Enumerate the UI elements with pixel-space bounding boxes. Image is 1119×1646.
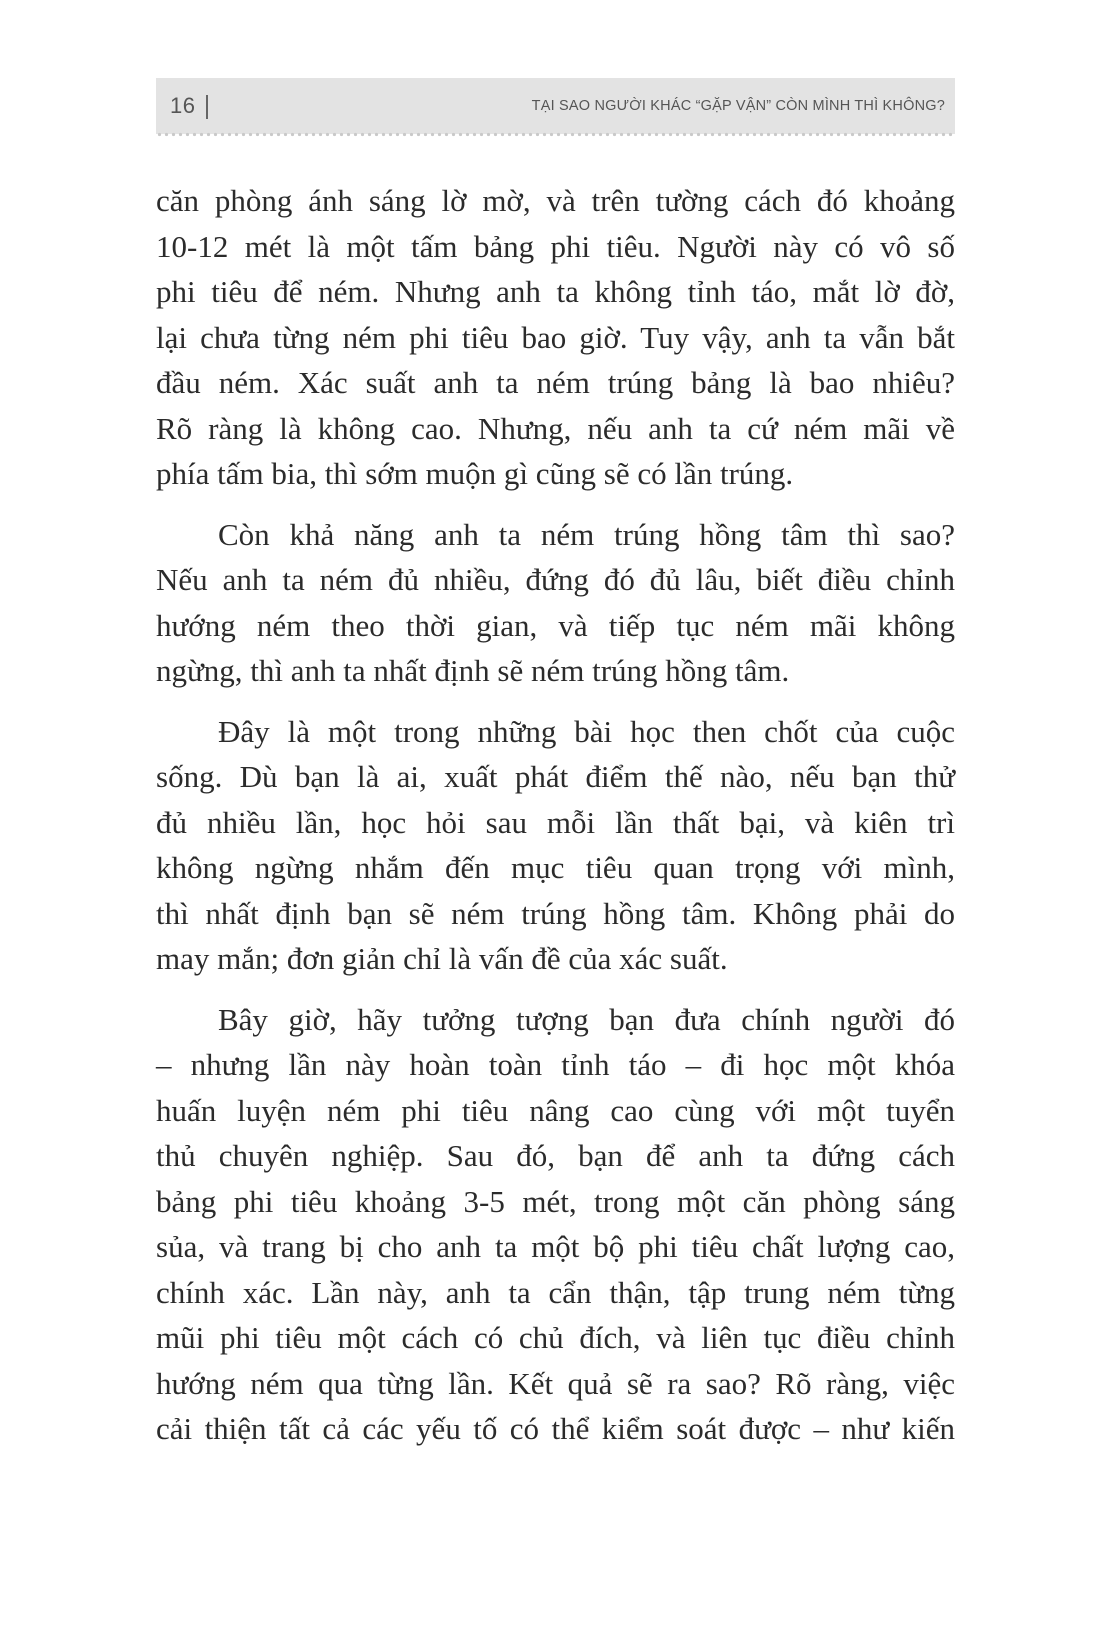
running-title: TẠI SAO NGƯỜI KHÁC “GẶP VẬN” CÒN MÌNH THÌ KHÔNG? bbox=[531, 98, 945, 114]
text-line: chính xác. Lần này, anh ta cẩn thận, tập trung ném từng bbox=[156, 1274, 955, 1310]
paragraph-3 bbox=[156, 709, 955, 982]
text-line: Rõ ràng là không cao. Nhưng, nếu anh ta cứ ném mãi về bbox=[156, 410, 955, 446]
text-line: lại chưa từng ném phi tiêu bao giờ. Tuy vậy, anh ta vẫn bắt bbox=[156, 319, 955, 355]
text-line: bảng phi tiêu khoảng 3-5 mét, trong một căn phòng sáng bbox=[156, 1183, 955, 1219]
text-line: mũi phi tiêu một cách có chủ đích, và liên tục điều chỉnh bbox=[156, 1320, 955, 1355]
paragraph-1 bbox=[156, 178, 955, 497]
text-line: ngừng, thì anh ta nhất định sẽ ném trúng hồng tâm. bbox=[156, 653, 790, 688]
text-line: không ngừng nhắm đến mục tiêu quan trọng với mình, bbox=[156, 850, 955, 885]
text-line: Đây là một trong những bài học then chốt của cuộc bbox=[218, 713, 955, 749]
text-line: đầu ném. Xác suất anh ta ném trúng bảng là bao nhiêu? bbox=[156, 365, 955, 400]
page-number: 16 bbox=[170, 93, 196, 118]
text-line: phía tấm bia, thì sớm muộn gì cũng sẽ có lần trúng. bbox=[156, 456, 794, 491]
text-line: sủa, và trang bị cho anh ta một bộ phi tiêu chất lượng cao, bbox=[156, 1229, 955, 1264]
text-line: căn phòng ánh sáng lờ mờ, và trên tường cách đó khoảng bbox=[156, 183, 955, 218]
paragraph-2 bbox=[156, 512, 955, 694]
text-line: – nhưng lần này hoàn toàn tỉnh táo – đi học một khóa bbox=[156, 1047, 955, 1082]
text-line: phi tiêu để ném. Nhưng anh ta không tỉnh táo, mắt lờ đờ, bbox=[156, 274, 955, 309]
header-divider bbox=[206, 95, 208, 119]
header-dotted-border bbox=[156, 132, 955, 137]
running-header bbox=[156, 78, 955, 134]
paragraph-4 bbox=[156, 997, 955, 1452]
text-line: hướng ném qua từng lần. Kết quả sẽ ra sao? Rõ ràng, việc bbox=[156, 1365, 955, 1401]
text-line: cải thiện tất cả các yếu tố có thể kiểm soát được – như kiến bbox=[156, 1411, 955, 1446]
text-line: thì nhất định bạn sẽ ném trúng hồng tâm. Không phải do bbox=[156, 895, 955, 931]
text-line: thủ chuyên nghiệp. Sau đó, bạn để anh ta đứng cách bbox=[156, 1138, 955, 1173]
text-line: may mắn; đơn giản chỉ là vấn đề của xác suất. bbox=[156, 941, 728, 976]
text-line: huấn luyện ném phi tiêu nâng cao cùng với một tuyển bbox=[156, 1092, 955, 1128]
text-line: Còn khả năng anh ta ném trúng hồng tâm thì sao? bbox=[218, 516, 955, 552]
text-line: hướng ném theo thời gian, và tiếp tục ném mãi không bbox=[156, 607, 955, 643]
text-line: Bây giờ, hãy tưởng tượng bạn đưa chính người đó bbox=[218, 1001, 955, 1037]
text-line: sống. Dù bạn là ai, xuất phát điểm thế nào, nếu bạn thử bbox=[156, 759, 955, 794]
text-line: Nếu anh ta ném đủ nhiều, đứng đó đủ lâu, biết điều chỉnh bbox=[156, 562, 955, 597]
text-line: 10-12 mét là một tấm bảng phi tiêu. Người này có vô số bbox=[156, 228, 955, 264]
body-text bbox=[156, 178, 955, 1467]
text-line: đủ nhiều lần, học hỏi sau mỗi lần thất bại, và kiên trì bbox=[156, 804, 955, 840]
